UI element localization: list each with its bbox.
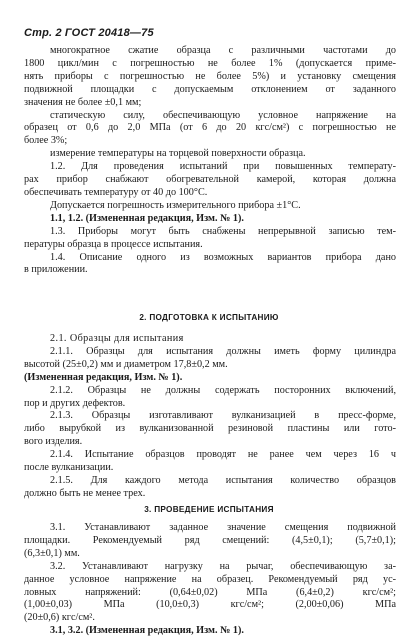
text-line: рах прибор снабжают обогревательной камерой, которая должна xyxy=(24,174,396,186)
text-line: нять приборы с погрешностью не более 5%) и установку смещения xyxy=(24,70,396,82)
text-line: 2.1.5. Для каждого метода испытания количество образцов xyxy=(50,474,396,486)
text-line: 2.1.3. Образцы изготавливают вулканизацией в пресс-форме, xyxy=(50,410,396,422)
text-line: 3.2. Устанавливают нагрузку на рычаг, обеспечивающую за- xyxy=(50,560,396,572)
text-line: 1800 цикл/мин с погрешностью не более 1% (допускается приме- xyxy=(24,57,396,69)
section-3-text xyxy=(24,522,396,638)
text-line: в приложении. xyxy=(24,264,88,276)
text-line: после вулканизации. xyxy=(24,462,114,474)
text-line: более 3%; xyxy=(24,135,68,147)
text-line: (6,3±0,1) мм. xyxy=(24,547,80,559)
amendment-note: 3.1, 3.2. (Измененная редакция, Изм. № 1). xyxy=(50,625,244,637)
intro-text xyxy=(24,45,396,277)
text-line: вого изделия. xyxy=(24,436,83,448)
text-line: 2.1.4. Испытание образцов проводят не ранее чем через 16 ч xyxy=(50,449,396,461)
text-line: подвижной площадки с допускаемым отклонением от заданного xyxy=(24,83,396,95)
text-line: 1.2. Для проведения испытаний при повышенных температу- xyxy=(50,161,396,173)
text-line: измерение температуры на торцевой поверхности образца. xyxy=(50,148,306,160)
section-3-title: 3. ПРОВЕДЕНИЕ ИСПЫТАНИЯ xyxy=(144,505,274,514)
text-line: данное условное напряжение на образец. Рекомендуемый ряд ус- xyxy=(24,573,396,585)
text-line: Допускается погрешность измерительного прибора ±1°С. xyxy=(50,199,301,211)
text-line: значения не более ±0,1 мм; xyxy=(24,96,142,108)
text-line: пературы образца в процессе испытания. xyxy=(24,238,203,250)
text-line: (1,00±0,03) МПа (10,0±0,3) кгс/см²; (2,00±0,06) МПа xyxy=(24,599,396,611)
text-line: либо вырубкой из вулканизованной резиновой пластины или гото- xyxy=(24,423,396,435)
text-line: 3.1. Устанавливают заданное значение смещения подвижной xyxy=(50,522,396,533)
subsection-heading: 2.1. Образцы для испытания xyxy=(50,333,184,344)
text-line: 1.4. Описание одного из возможных вариантов прибора дано xyxy=(50,251,396,263)
text-line: площадки. Рекомендуемый ряд смещений: (4,5±0,1); (5,7±0,1); xyxy=(24,534,396,546)
text-line: 2.1.1. Образцы для испытания должны иметь форму цилиндра xyxy=(50,345,396,357)
section-2-title: 2. ПОДГОТОВКА К ИСПЫТАНИЮ xyxy=(139,313,279,322)
text-line: высотой (25±0,2) мм и диаметром 17,8±0,2 мм. xyxy=(24,358,228,370)
text-line: образец от 0,6 до 2,0 МПа (от 6 до 20 кгс/см²) с погрешностью не xyxy=(24,122,396,134)
amendment-note: 1.1, 1.2. (Измененная редакция, Изм. № 1). xyxy=(50,212,244,224)
text-line: 2.1.2. Образцы не должны содержать посторонних включений, xyxy=(50,384,396,396)
page-header xyxy=(24,27,154,39)
text-line: обеспечивать температуру от 40 до 100°С. xyxy=(24,186,208,198)
page-label: Стр. 2 xyxy=(24,27,62,39)
section-2-text xyxy=(24,333,396,501)
amendment-note: (Измененная редакция, Изм. № 1). xyxy=(24,371,183,383)
text-line: пор и других дефектов. xyxy=(24,397,126,409)
text-line: должно быть не менее трех. xyxy=(24,487,146,499)
text-line: многократное сжатие образца с различными частотами до xyxy=(50,45,396,56)
text-line: ловных напряжений: (0,64±0,02) МПа (6,4±0,2) кгс/см²; xyxy=(24,586,396,598)
text-line: статическую силу, обеспечивающую условное напряжение на xyxy=(50,109,396,121)
text-line: 1.3. Приборы могут быть снабжены непрерывной записью тем- xyxy=(50,225,396,237)
standard-number: ГОСТ 20418—75 xyxy=(64,27,154,39)
text-line: (20±0,6) кгс/см². xyxy=(24,612,95,624)
